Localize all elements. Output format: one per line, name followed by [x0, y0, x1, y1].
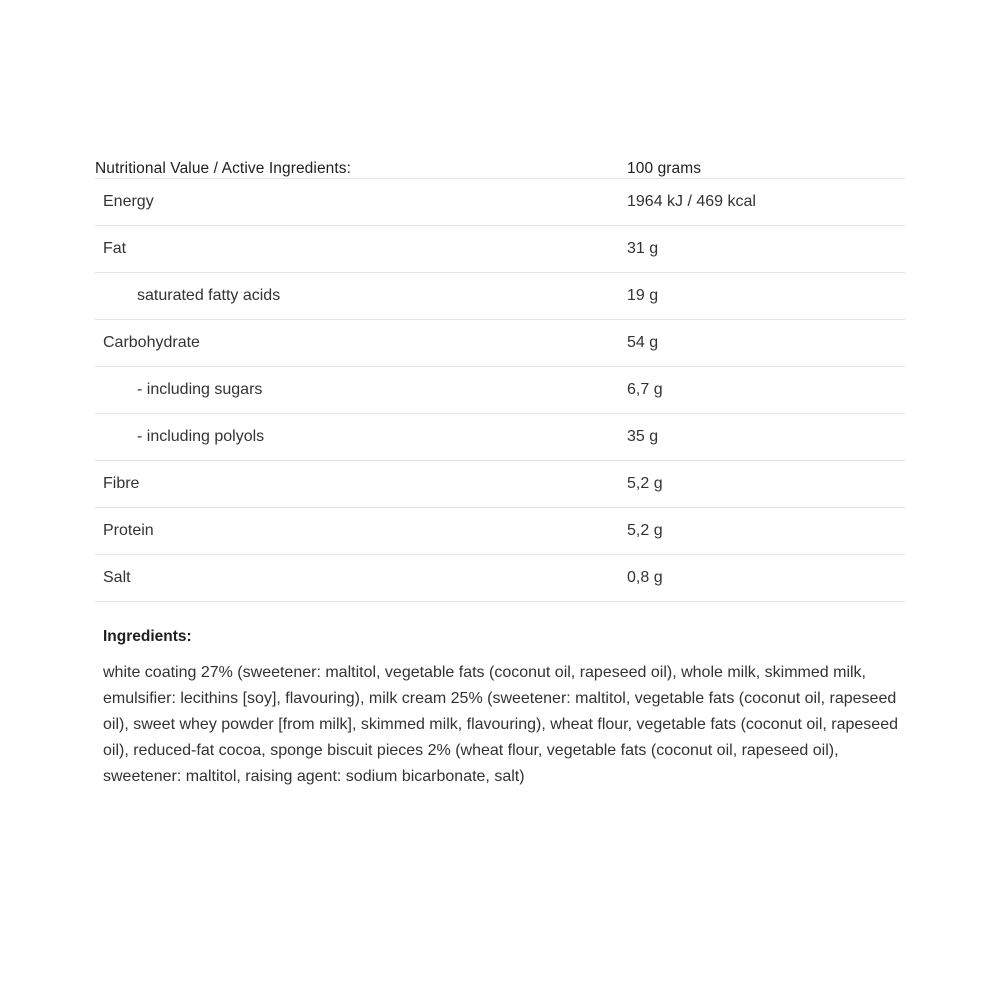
nutrient-name: - including polyols	[95, 414, 625, 461]
table-row	[95, 179, 905, 226]
nutrient-value: 5,2 g	[625, 461, 905, 508]
table-row	[95, 555, 905, 602]
nutrient-name: Fat	[95, 226, 625, 273]
nutrient-value: 0,8 g	[625, 555, 905, 602]
table-header-label: Nutritional Value / Active Ingredients:	[95, 160, 352, 177]
table-header-row	[95, 160, 905, 179]
table-row	[95, 320, 905, 367]
table-row	[95, 367, 905, 414]
nutrient-name: Protein	[95, 508, 625, 555]
nutrient-name: Energy	[95, 179, 625, 226]
nutrient-value: 35 g	[625, 414, 905, 461]
table-header-amount: 100 grams	[627, 160, 702, 177]
ingredients-text: white coating 27% (sweetener: maltitol, vegetable fats (coconut oil, rapeseed oil), whole milk, skimmed milk, emulsifier: lecithins [soy], flavouring), milk cream 25% (sweetener: maltitol, vegetable fats (coconut oil, rapeseed oil), sweet whey powder [from milk], skimmed milk, flavouring), wheat flour, vegetable fats (coconut oil, rapeseed oil), reduced-fat cocoa, sponge biscuit pieces 2% (wheat flour, vegetable fats (coconut oil, rapeseed oil), sweetener: maltitol, raising agent: sodium bicarbonate, salt)	[103, 664, 898, 785]
nutrition-table-body	[95, 179, 905, 602]
table-row	[95, 273, 905, 320]
nutrient-value: 31 g	[625, 226, 905, 273]
table-row	[95, 226, 905, 273]
nutrition-table	[95, 160, 905, 602]
nutrient-value: 6,7 g	[625, 367, 905, 414]
table-row	[95, 414, 905, 461]
table-row	[95, 508, 905, 555]
table-row	[95, 461, 905, 508]
nutrient-value: 5,2 g	[625, 508, 905, 555]
nutrient-name: Salt	[95, 555, 625, 602]
ingredients-title: Ingredients:	[103, 628, 192, 645]
nutrient-name: - including sugars	[95, 367, 625, 414]
nutrient-value: 1964 kJ / 469 kcal	[625, 179, 905, 226]
nutrient-name: Fibre	[95, 461, 625, 508]
nutrient-name: Carbohydrate	[95, 320, 625, 367]
nutrient-name: saturated fatty acids	[95, 273, 625, 320]
nutrient-value: 19 g	[625, 273, 905, 320]
nutrient-value: 54 g	[625, 320, 905, 367]
